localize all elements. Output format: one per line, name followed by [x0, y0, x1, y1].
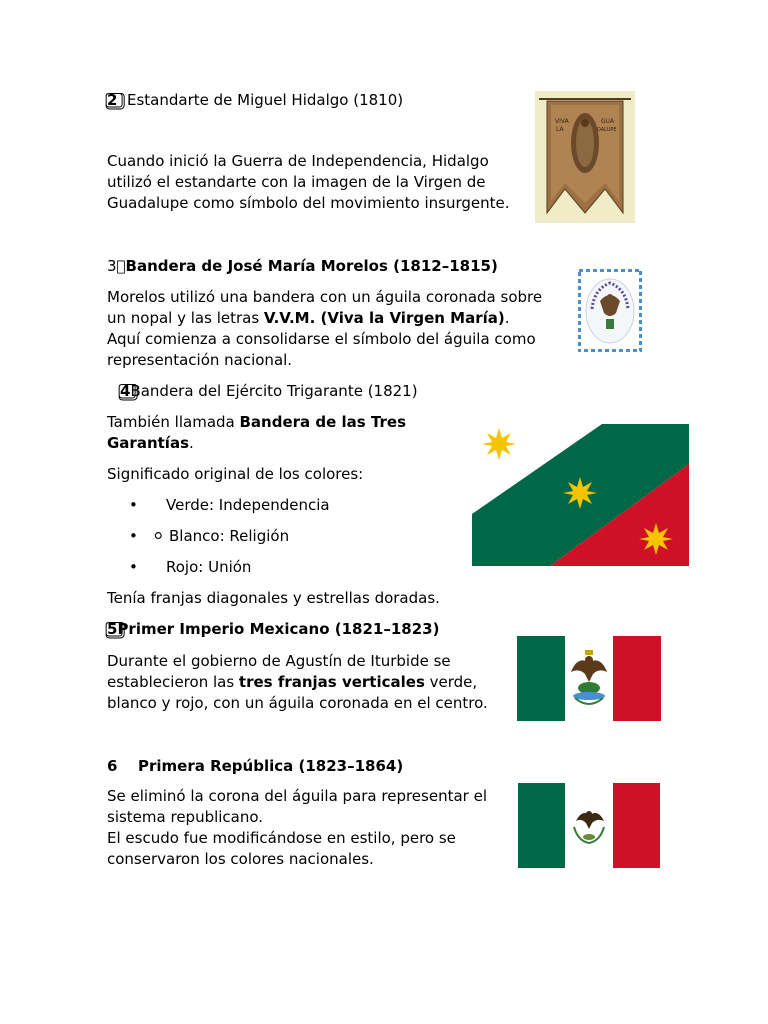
- section-4-intro: También llamada Bandera de las Tres Garantías.: [107, 413, 407, 452]
- section-6-body-2: El escudo fue modificándose en estilo, pero se conservaron los colores nacionales.: [107, 829, 456, 868]
- section-title: Primer Imperio Mexicano (1821–1823): [117, 620, 440, 638]
- section-title: Estandarte de Miguel Hidalgo (1810): [126, 91, 404, 109]
- section-number: 2: [107, 91, 118, 109]
- section-title: Primera República (1823–1864): [138, 757, 404, 775]
- section-3-heading: [107, 256, 498, 277]
- section-5-body: Durante el gobierno de Agustín de Iturbide se establecieron las tres franjas verticales verde, blanco y rojo, con un águila coronada en el centro.: [107, 652, 488, 712]
- section-title: Bandera del Ejército Trigarante (1821): [130, 382, 418, 400]
- trigarante-flag-image: [472, 424, 689, 566]
- section-2-heading: [107, 90, 403, 111]
- hidalgo-banner-icon: [535, 91, 635, 223]
- section-4-footer: Tenía franjas diagonales y estrellas doradas.: [107, 589, 440, 607]
- section-title: Bandera de José María Morelos (1812–1815): [125, 257, 498, 275]
- republic-flag-icon: [518, 783, 660, 868]
- section-3-body: Morelos utilizó una bandera con un águila coronada sobre un nopal y las letras V.V.M. (Viva la Virgen María). Aquí comienza a consolidarse el símbolo del águila como representación nacional.: [107, 288, 543, 369]
- svg-text:VIVA: VIVA: [555, 118, 569, 125]
- svg-text:GUA: GUA: [601, 118, 615, 125]
- section-number: 3: [107, 257, 126, 275]
- empire-flag-image: [517, 636, 661, 721]
- colors-heading: Significado original de los colores:: [107, 465, 364, 483]
- svg-text:DALUPE: DALUPE: [597, 127, 617, 133]
- section-number: 5: [107, 620, 118, 638]
- svg-text:LA: LA: [556, 126, 564, 133]
- section-5-heading: [107, 619, 439, 640]
- circle-icon: ⚪: [152, 527, 165, 545]
- morelos-flag-image: [578, 269, 642, 352]
- republic-flag-image: [518, 783, 660, 868]
- morelos-flag-icon: [578, 269, 642, 352]
- section-2-body: Cuando inició la Guerra de Independencia, Hidalgo utilizó el estandarte con la imagen de la Virgen de Guadalupe como símbolo del movimiento insurgente.: [107, 152, 510, 212]
- section-number: 4: [120, 382, 131, 400]
- section-6-heading: [107, 756, 404, 777]
- section-number: 6: [107, 757, 118, 775]
- empire-flag-icon: [517, 636, 661, 721]
- section-4-heading: [120, 381, 418, 402]
- section-6-body-1: Se eliminó la corona del águila para representar el sistema republicano.: [107, 787, 487, 826]
- trigarante-flag-icon: [472, 424, 689, 566]
- hidalgo-standard-image: [535, 91, 635, 223]
